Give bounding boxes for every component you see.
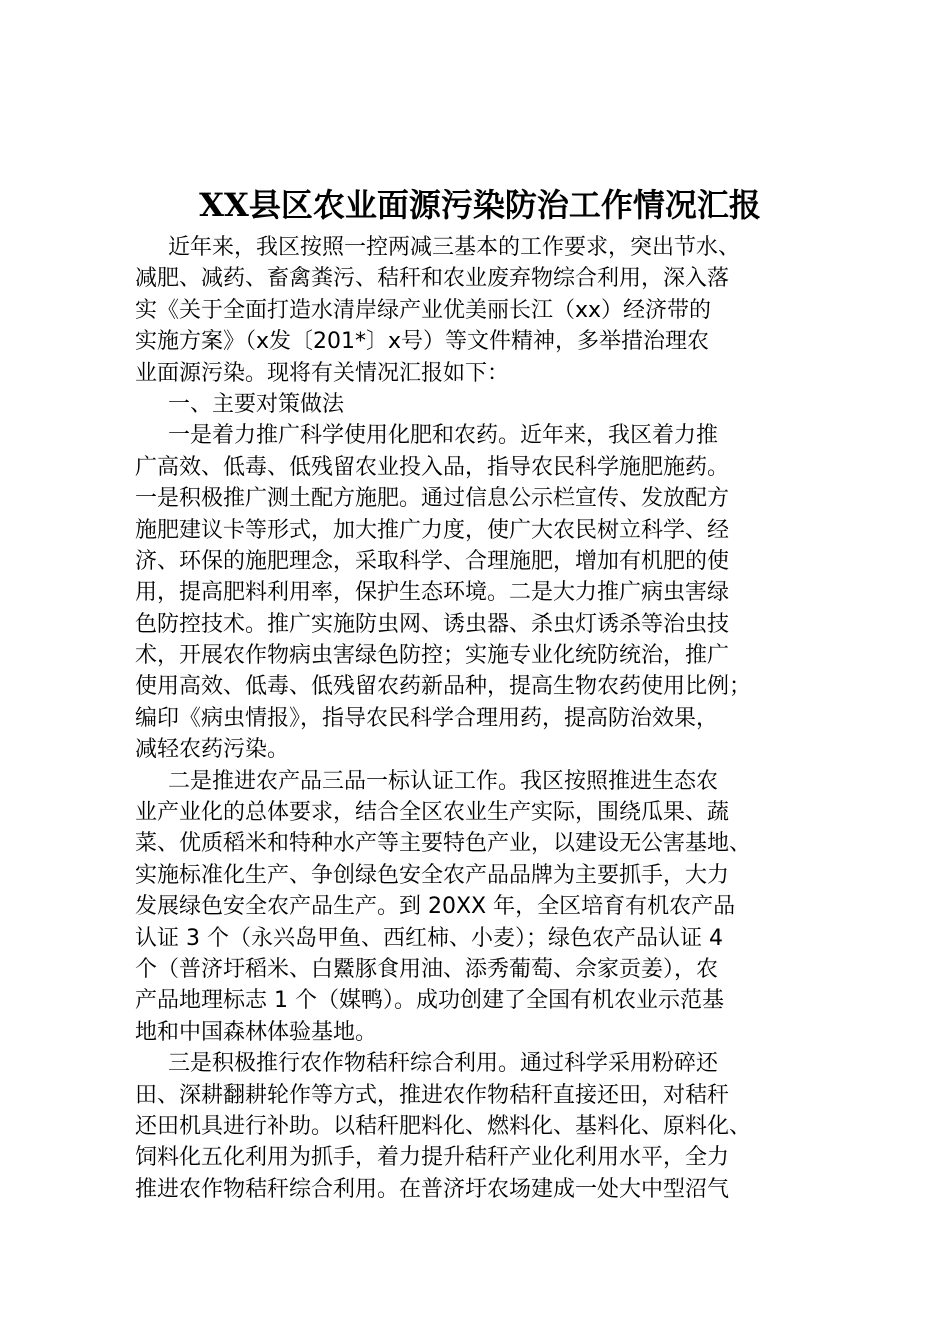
text-line: 色防控技术。推广实施防虫网、诱虫器、杀虫灯诱杀等治虫技	[135, 611, 730, 637]
text-line: 三是积极推行农作物秸秆综合利用。通过科学采用粉碎还	[168, 1051, 719, 1077]
text-line: 用，提高肥料利用率，保护生态环境。二是大力推广病虫害绿	[135, 580, 730, 606]
text-line: 一是积极推广测土配方施肥。通过信息公示栏宣传、发放配方	[135, 486, 730, 512]
text-line: 还田机具进行补助。以秸秆肥料化、燃料化、基料化、原料化、	[135, 1113, 752, 1139]
text-line: 个（普济圩稻米、白鱀豚食用油、添秀葡萄、佘家贡姜），农	[135, 956, 719, 982]
document-title	[135, 180, 825, 230]
text-line: 减肥、减药、畜禽粪污、秸秆和农业废弃物综合利用，深入落	[135, 266, 730, 292]
text-line: 认证 3 个（永兴岛甲鱼、西红柿、小麦）；绿色农产品认证 4	[135, 925, 723, 951]
text-line: 实施方案》（x发〔201*〕x号）等文件精神，多举措治理农	[135, 329, 710, 355]
text-line: 饲料化五化利用为抓手，着力提升秸秆产业化利用水平，全力	[135, 1145, 730, 1171]
text-line: 实施标准化生产、争创绿色安全农产品品牌为主要抓手，大力	[135, 862, 730, 888]
text-line: 产品地理标志 1 个（媒鸭）。成功创建了全国有机农业示范基	[135, 988, 724, 1014]
title-prefix: XX	[199, 186, 249, 224]
text-line: 使用高效、低毒、低残留农药新品种，提高生物农药使用比例；	[135, 674, 752, 700]
document-body	[135, 232, 855, 1205]
text-line: 减轻农药污染。	[135, 737, 290, 763]
text-line: 二是推进农产品三品一标认证工作。我区按照推进生态农	[168, 768, 719, 794]
text-line: 广高效、低毒、低残留农业投入品，指导农民科学施肥施药。	[135, 454, 730, 480]
text-line: 施肥建议卡等形式，加大推广力度，使广大农民树立科学、经	[135, 517, 730, 543]
text-line: 近年来，我区按照一控两减三基本的工作要求，突出节水、	[168, 235, 741, 260]
text-line: 一是着力推广科学使用化肥和农药。近年来，我区着力推	[168, 423, 719, 449]
text-line: 业面源污染。现将有关情况汇报如下：	[135, 360, 510, 386]
text-line: 术，开展农作物病虫害绿色防控；实施专业化统防统治，推广	[135, 643, 730, 669]
text-line: 推进农作物秸秆综合利用。在普济圩农场建成一处大中型沼气	[135, 1176, 730, 1202]
text-line: 实《关于全面打造水清岸绿产业优美丽长江（xx）经济带的	[135, 297, 712, 323]
text-line: 菜、优质稻米和特种水产等主要特色产业，以建设无公害基地、	[135, 831, 752, 857]
text-line: 田、深耕翻耕轮作等方式，推进农作物秸秆直接还田，对秸秆	[135, 1082, 730, 1108]
text-line: 发展绿色安全农产品生产。到 20XX 年，全区培育有机农产品	[135, 894, 736, 920]
text-line: 业产业化的总体要求，结合全区农业生产实际，围绕瓜果、蔬	[135, 800, 730, 826]
text-line: 编印《病虫情报》，指导农民科学合理用药，提高防治效果，	[135, 705, 719, 731]
title-text: 县区农业面源污染防治工作情况汇报	[248, 186, 761, 224]
text-line: 地和中国森林体验基地。	[135, 1019, 378, 1045]
section-heading: 一、主要对策做法	[168, 391, 345, 417]
text-line: 济、环保的施肥理念，采取科学、合理施肥，增加有机肥的使	[135, 548, 730, 574]
